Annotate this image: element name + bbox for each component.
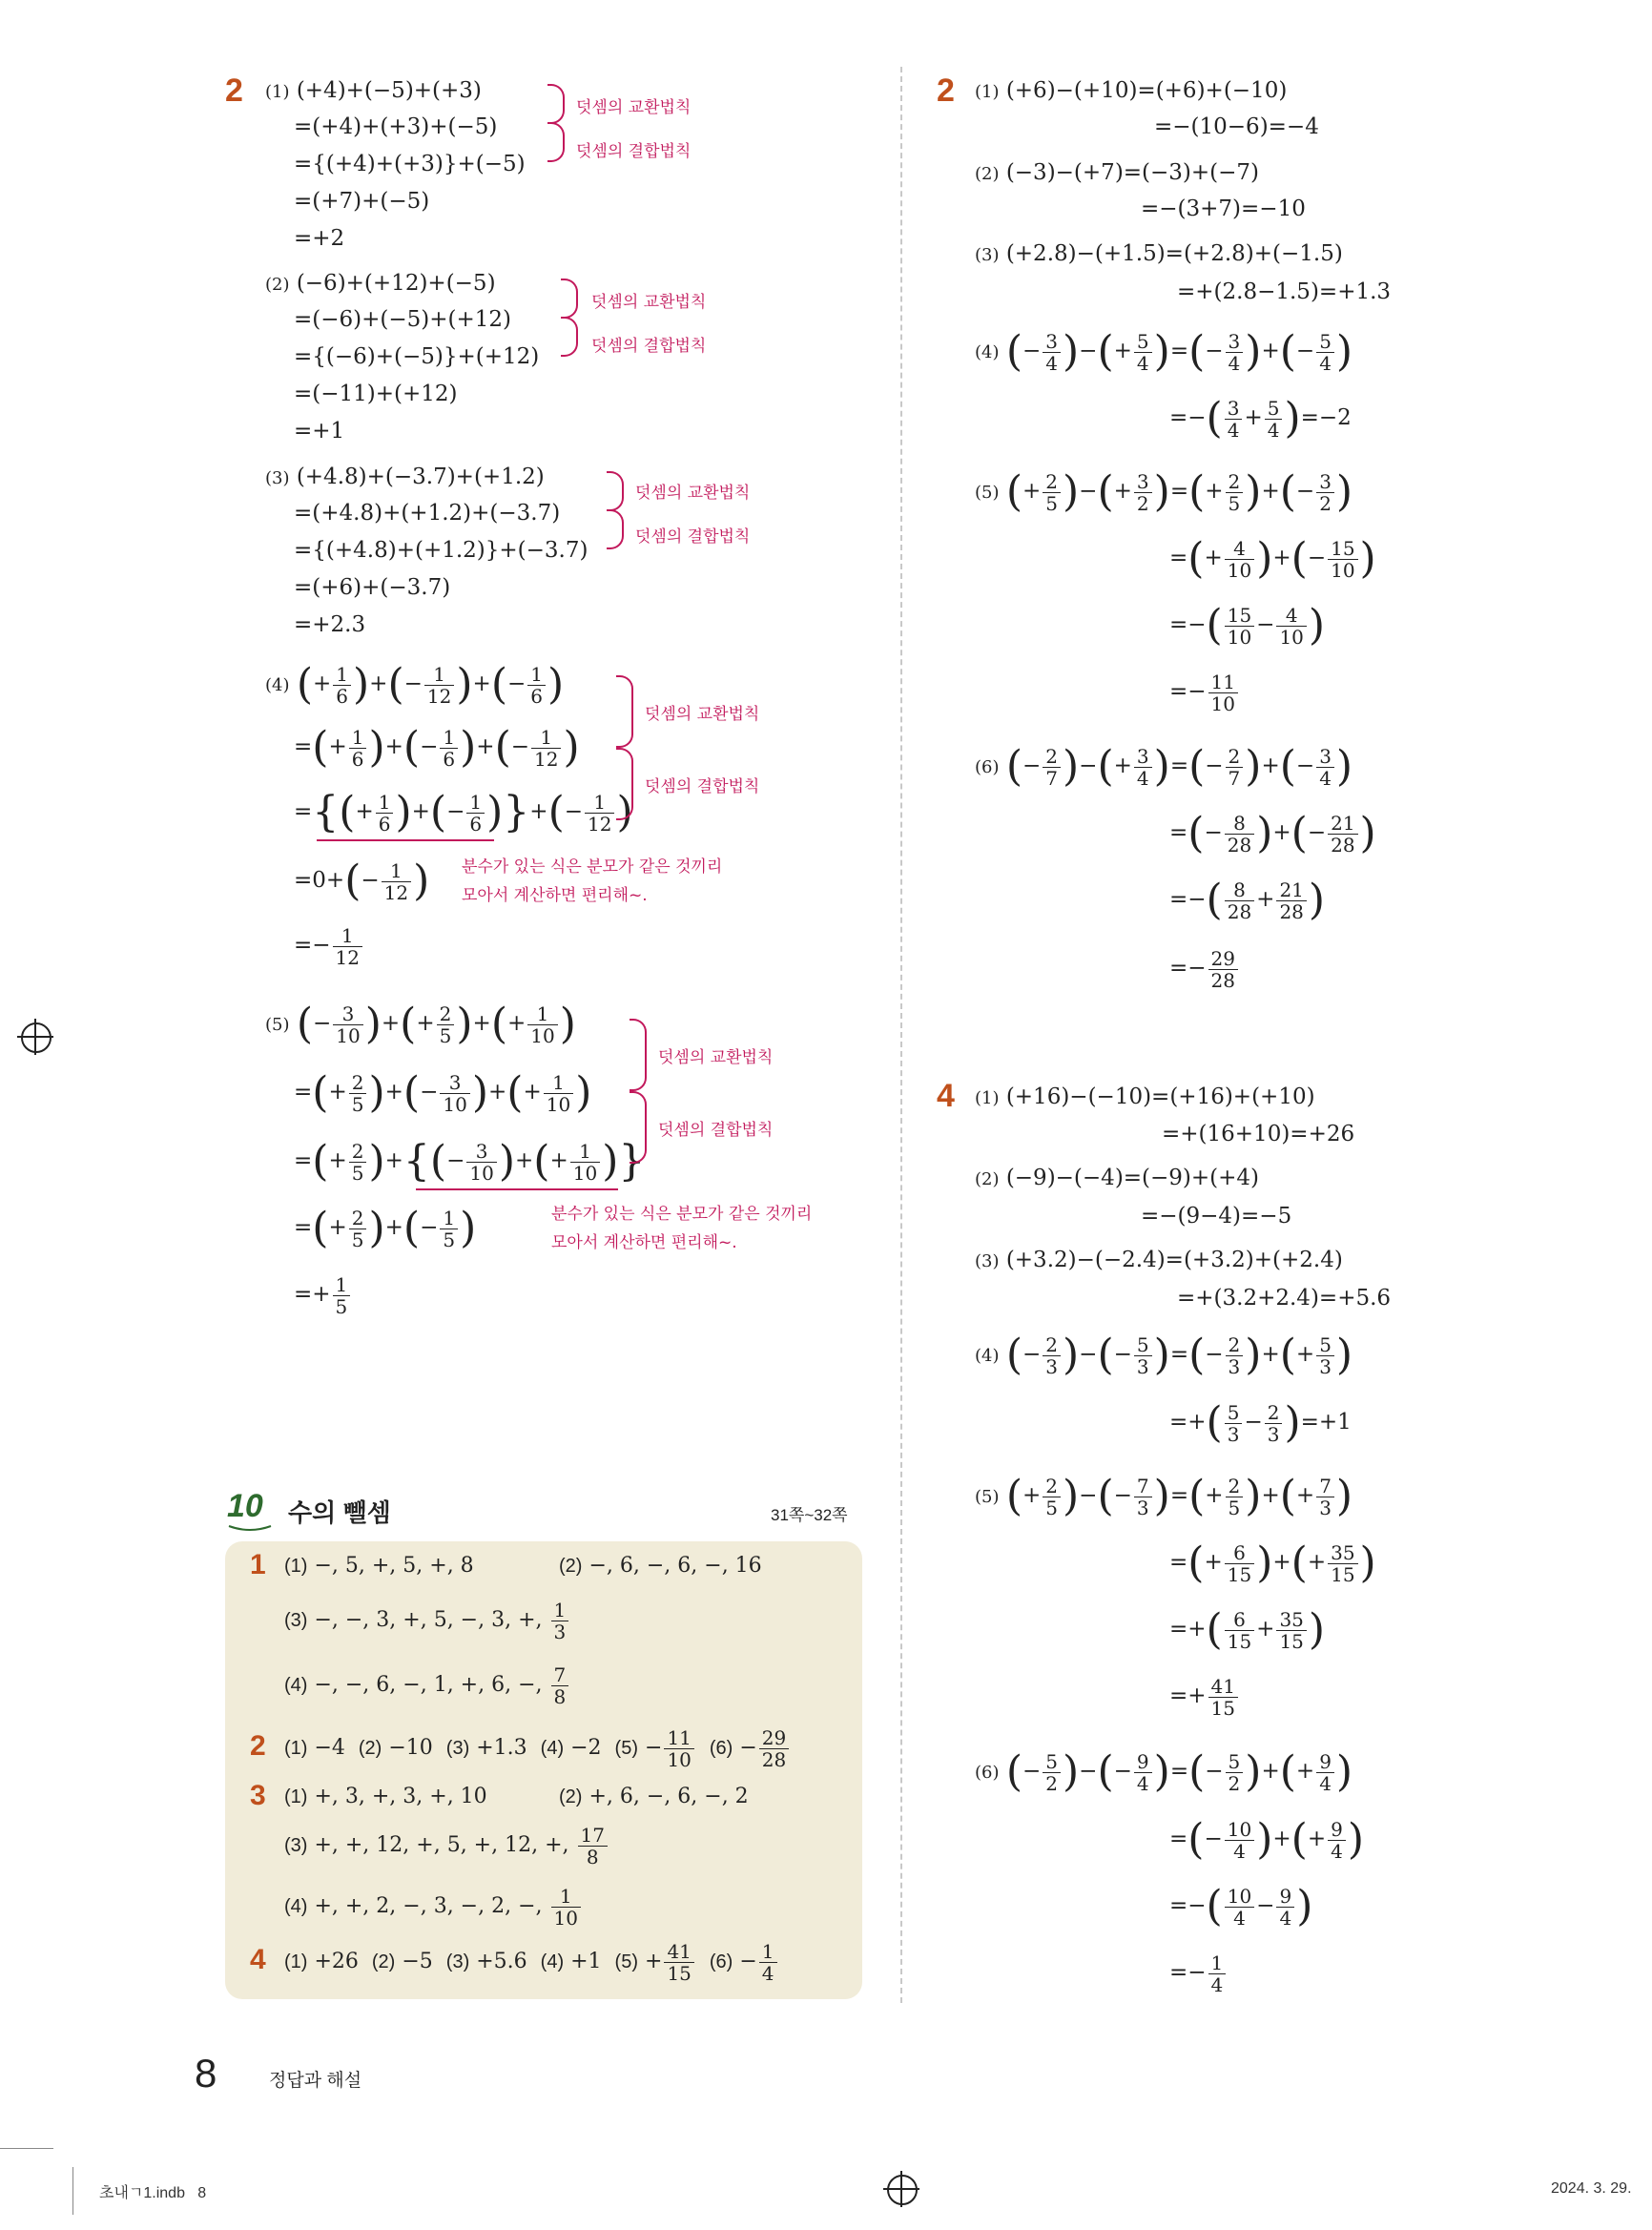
solution-line: =− $\frac{1}{12}$: [294, 921, 364, 969]
answer-line: (4) −, −, 6, −, 1, +, 6, −, $\frac{7}{8}$: [284, 1663, 570, 1707]
note-associative: 덧셈의 결합법칙: [591, 337, 707, 356]
solution-line: =− $\frac{29}{28}$: [1169, 944, 1240, 992]
expression: (+3.2)−(−2.4)=(+3.2)+(+2.4): [1005, 1248, 1343, 1272]
item-label: (5): [975, 483, 1000, 503]
annotation-bracket: [607, 471, 624, 511]
solution-line: ={(+4)+(+3)}+(−5): [294, 152, 526, 176]
solution-line: [975, 1246, 1343, 1276]
solution-line: [265, 76, 482, 107]
answer-line: (1) +, 3, +, 3, +, 10: [284, 1785, 487, 1808]
solution-line: =0+(− $\frac{1}{12}$ ): [294, 857, 430, 905]
solution-line: (6) (− $\frac{5}{2}$ )−(− $\frac{9}{4}$ )=(− $\frac{5}{2}$ )+(+ $\frac{9}{4}$ ): [975, 1747, 1353, 1796]
solution-line: =(− $\frac{10}{4}$ )+(+ $\frac{9}{4}$ ): [1169, 1815, 1364, 1864]
item-label: (3): [265, 468, 290, 488]
solution-line: (4) (+ $\frac{1}{6}$ )+(− $\frac{1}{12}$ )+(− $\frac{1}{6}$ ): [265, 660, 565, 709]
registration-mark-icon: [21, 1022, 52, 1053]
solution-line: =−(10−6)=−4: [1154, 114, 1319, 139]
item-label: (1): [975, 1088, 1000, 1108]
answer-line: (1) −4 (2) −10 (3) +1.3 (4) −2 (5) − $\frac{11}{10}$ (6) − $\frac{29}{28}$: [284, 1726, 791, 1770]
solution-line: =− $\frac{11}{10}$: [1169, 668, 1240, 715]
item-label: (1): [265, 82, 290, 102]
answer-line: (3) +, +, 12, +, 5, +, 12, +, $\frac{17}{8}$: [284, 1824, 609, 1868]
underline-mark: [317, 839, 494, 841]
solution-line: ={(+4.8)+(+1.2)}+(−3.7): [294, 538, 589, 563]
section-title: 수의 뺄셈: [288, 1498, 391, 1527]
solution-line: =(−6)+(−5)+(+12): [294, 307, 512, 332]
page-number: 8: [195, 2051, 217, 2096]
note-associative: 덧셈의 결합법칙: [576, 142, 692, 161]
solution-line: =+( $\frac{6}{15}$ + $\frac{35}{15}$ ): [1169, 1605, 1326, 1654]
expression: (+4.8)+(−3.7)+(+1.2): [296, 465, 545, 489]
solution-line: =(+ $\frac{1}{6}$ )+(− $\frac{1}{6}$ )+(− $\frac{1}{12}$ ): [294, 723, 580, 772]
item-label: (3): [975, 1251, 1000, 1271]
solution-line: =(+ $\frac{2}{5}$ )+{(− $\frac{3}{10}$ )+(+ $\frac{1}{10}$ )}: [294, 1137, 646, 1186]
solution-line: =(− $\frac{8}{28}$ )+(− $\frac{21}{28}$ ): [1169, 809, 1376, 857]
note-commutative: 덧셈의 교환법칙: [658, 1048, 774, 1067]
item-label: (6): [975, 757, 1000, 777]
problem-number: 2: [937, 72, 955, 109]
solution-line: =(+7)+(−5): [294, 189, 430, 214]
note-commutative: 덧셈의 교환법칙: [635, 484, 751, 503]
solution-line: [975, 76, 1287, 107]
solution-line: =+2: [294, 226, 345, 251]
solution-line: [975, 1083, 1315, 1113]
note-associative: 덧셈의 결합법칙: [635, 527, 751, 547]
solution-line: =+(2.8−1.5)=+1.3: [1177, 279, 1392, 304]
expression: (−3)−(+7)=(−3)+(−7): [1005, 160, 1260, 185]
answer-number: 3: [250, 1780, 266, 1811]
solution-line: =+1: [294, 419, 345, 444]
solution-line: =−(3+7)=−10: [1141, 196, 1306, 221]
item-label: (5): [265, 1015, 290, 1035]
note-commutative: 덧셈의 교환법칙: [576, 98, 692, 117]
annotation-bracket: [616, 675, 633, 748]
answer-line: (1) −, 5, +, 5, +, 8: [284, 1554, 474, 1578]
expression: (−6)+(+12)+(−5): [296, 271, 496, 296]
solution-line: (6) (− $\frac{2}{7}$ )−(+ $\frac{3}{4}$ )=(− $\frac{2}{7}$ )+(− $\frac{3}{4}$ ): [975, 742, 1353, 791]
solution-line: (5) (+ $\frac{2}{5}$ )−(− $\frac{7}{3}$ )=(+ $\frac{2}{5}$ )+(+ $\frac{7}{3}$ ): [975, 1472, 1353, 1520]
annotation-bracket: [561, 279, 578, 319]
solution-line: =(+6)+(−3.7): [294, 575, 451, 600]
solution-line: =(+ $\frac{6}{15}$ )+(+ $\frac{35}{15}$ ): [1169, 1538, 1376, 1587]
solution-line: =−( $\frac{10}{4}$ − $\frac{9}{4}$ ): [1169, 1882, 1313, 1931]
solution-line: (5) (+ $\frac{2}{5}$ )−(+ $\frac{3}{2}$ )=(+ $\frac{2}{5}$ )+(− $\frac{3}{2}$ ): [975, 467, 1353, 516]
note-associative: 덧셈의 결합법칙: [645, 777, 760, 796]
note-fraction-tip: 분수가 있는 식은 분모가 같은 것끼리: [462, 857, 723, 877]
solution-line: [975, 1164, 1259, 1194]
solution-line: =(+ $\frac{4}{10}$ )+(− $\frac{15}{10}$ ): [1169, 534, 1376, 583]
underline-mark: [416, 1188, 618, 1190]
note-associative: 덧셈의 결합법칙: [658, 1121, 774, 1140]
annotation-bracket: [561, 317, 578, 357]
solution-line: (4) (− $\frac{2}{3}$ )−(− $\frac{5}{3}$ )=(− $\frac{2}{3}$ )+(+ $\frac{5}{3}$ ): [975, 1331, 1353, 1379]
solution-line: =+(3.2+2.4)=+5.6: [1177, 1286, 1392, 1311]
expression: (+6)−(+10)=(+6)+(−10): [1005, 78, 1288, 103]
print-date: 2024. 3. 29.: [1551, 2180, 1632, 2197]
column-divider: [900, 67, 902, 2003]
section-pages: 31쪽~32쪽: [771, 1506, 848, 1524]
solution-line: [265, 269, 496, 299]
answer-number: 2: [250, 1730, 266, 1762]
solution-line: =(+ $\frac{2}{5}$ )+(− $\frac{1}{5}$ ): [294, 1204, 477, 1252]
annotation-bracket: [547, 84, 565, 124]
note-fraction-tip: 모아서 계산하면 편리해~.: [462, 886, 648, 905]
registration-mark-icon: [887, 2175, 918, 2205]
crop-mark: [72, 2167, 73, 2215]
item-label: (5): [975, 1487, 1000, 1507]
annotation-bracket: [616, 748, 633, 820]
solution-line: =+ $\frac{1}{5}$: [294, 1270, 352, 1318]
note-commutative: 덧셈의 교환법칙: [591, 293, 707, 312]
crop-mark: [0, 2148, 53, 2149]
solution-line: =(+4.8)+(+1.2)+(−3.7): [294, 501, 561, 526]
expression: =+1: [1300, 1410, 1352, 1435]
answer-line: (4) +, +, 2, −, 3, −, 2, −, $\frac{1}{10}$: [284, 1885, 583, 1929]
expression: =+: [294, 1282, 331, 1307]
item-label: (1): [975, 82, 1000, 102]
solution-line: ={(−6)+(−5)}+(+12): [294, 344, 540, 369]
solution-line: ={(+ $\frac{1}{6}$ )+(− $\frac{1}{6}$ )}+(− $\frac{1}{12}$ ): [294, 788, 633, 836]
answer-line: (2) +, 6, −, 6, −, 2: [559, 1785, 749, 1808]
solution-line: =(−11)+(+12): [294, 382, 458, 406]
solution-line: [975, 158, 1259, 189]
annotation-bracket: [547, 122, 565, 162]
section-number: 10: [227, 1488, 263, 1524]
expression: (+16)−(−10)=(+16)+(+10): [1005, 1084, 1315, 1109]
item-label: (2): [975, 1169, 1000, 1189]
solution-line: [975, 239, 1343, 270]
note-fraction-tip: 분수가 있는 식은 분모가 같은 것끼리: [551, 1205, 813, 1224]
item-label: (4): [975, 342, 1000, 362]
page-label: 정답과 해설: [269, 2071, 362, 2091]
solution-line: [265, 463, 545, 493]
expression: =0+: [294, 868, 345, 893]
item-label: (3): [975, 245, 1000, 265]
note-fraction-tip: 모아서 계산하면 편리해~.: [551, 1233, 737, 1252]
answer-number: 1: [250, 1549, 266, 1580]
problem-number: 4: [937, 1078, 955, 1114]
solution-line: (5) (− $\frac{3}{10}$ )+(+ $\frac{2}{5}$ )+(+ $\frac{1}{10}$ ): [265, 1000, 576, 1048]
answer-line: (1) +26 (2) −5 (3) +5.6 (4) +1 (5) + $\frac{41}{15}$ (6) − $\frac{1}{4}$: [284, 1940, 779, 1984]
item-label: (4): [975, 1346, 1000, 1366]
item-label: (2): [265, 275, 290, 295]
expression: =−2: [1300, 405, 1352, 430]
solution-line: =−( $\frac{3}{4}$ + $\frac{5}{4}$ )=−2: [1169, 394, 1352, 443]
annotation-bracket: [630, 1019, 647, 1091]
answer-line: (2) −, 6, −, 6, −, 16: [559, 1554, 762, 1578]
solution-line: (4) (− $\frac{3}{4}$ )−(+ $\frac{5}{4}$ )=(− $\frac{3}{4}$ )+(− $\frac{5}{4}$ ): [975, 327, 1353, 376]
file-info: 초내ㄱ1.indb 8: [99, 2185, 207, 2201]
solution-line: =+2.3: [294, 612, 366, 637]
solution-line: =+(16+10)=+26: [1162, 1122, 1355, 1146]
annotation-bracket: [630, 1091, 647, 1164]
solution-line: =+ $\frac{41}{15}$: [1169, 1672, 1240, 1720]
solution-line: =−( $\frac{15}{10}$ − $\frac{4}{10}$ ): [1169, 601, 1326, 650]
solution-line: =−( $\frac{8}{28}$ + $\frac{21}{28}$ ): [1169, 876, 1326, 924]
item-label: (4): [265, 675, 290, 695]
annotation-bracket: [607, 509, 624, 549]
item-label: (2): [975, 164, 1000, 184]
item-label: (6): [975, 1763, 1000, 1783]
note-commutative: 덧셈의 교환법칙: [645, 705, 760, 724]
problem-number: 2: [225, 72, 243, 109]
expression: =−: [294, 933, 331, 958]
solution-line: =−(9−4)=−5: [1141, 1204, 1292, 1229]
answer-number: 4: [250, 1944, 266, 1975]
section-badge: [225, 1488, 275, 1532]
solution-line: =(+4)+(+3)+(−5): [294, 114, 498, 139]
solution-line: =+( $\frac{5}{3}$ − $\frac{2}{3}$ )=+1: [1169, 1398, 1352, 1447]
expression: (+2.8)−(+1.5)=(+2.8)+(−1.5): [1005, 241, 1343, 266]
solution-line: =− $\frac{1}{4}$: [1169, 1949, 1228, 1996]
expression: (−9)−(−4)=(−9)+(+4): [1005, 1166, 1260, 1190]
expression: (+4)+(−5)+(+3): [296, 78, 482, 103]
solution-line: =(+ $\frac{2}{5}$ )+(− $\frac{3}{10}$ )+(+ $\frac{1}{10}$ ): [294, 1068, 592, 1117]
answer-line: (3) −, −, 3, +, 5, −, 3, +, $\frac{1}{3}$: [284, 1599, 570, 1642]
